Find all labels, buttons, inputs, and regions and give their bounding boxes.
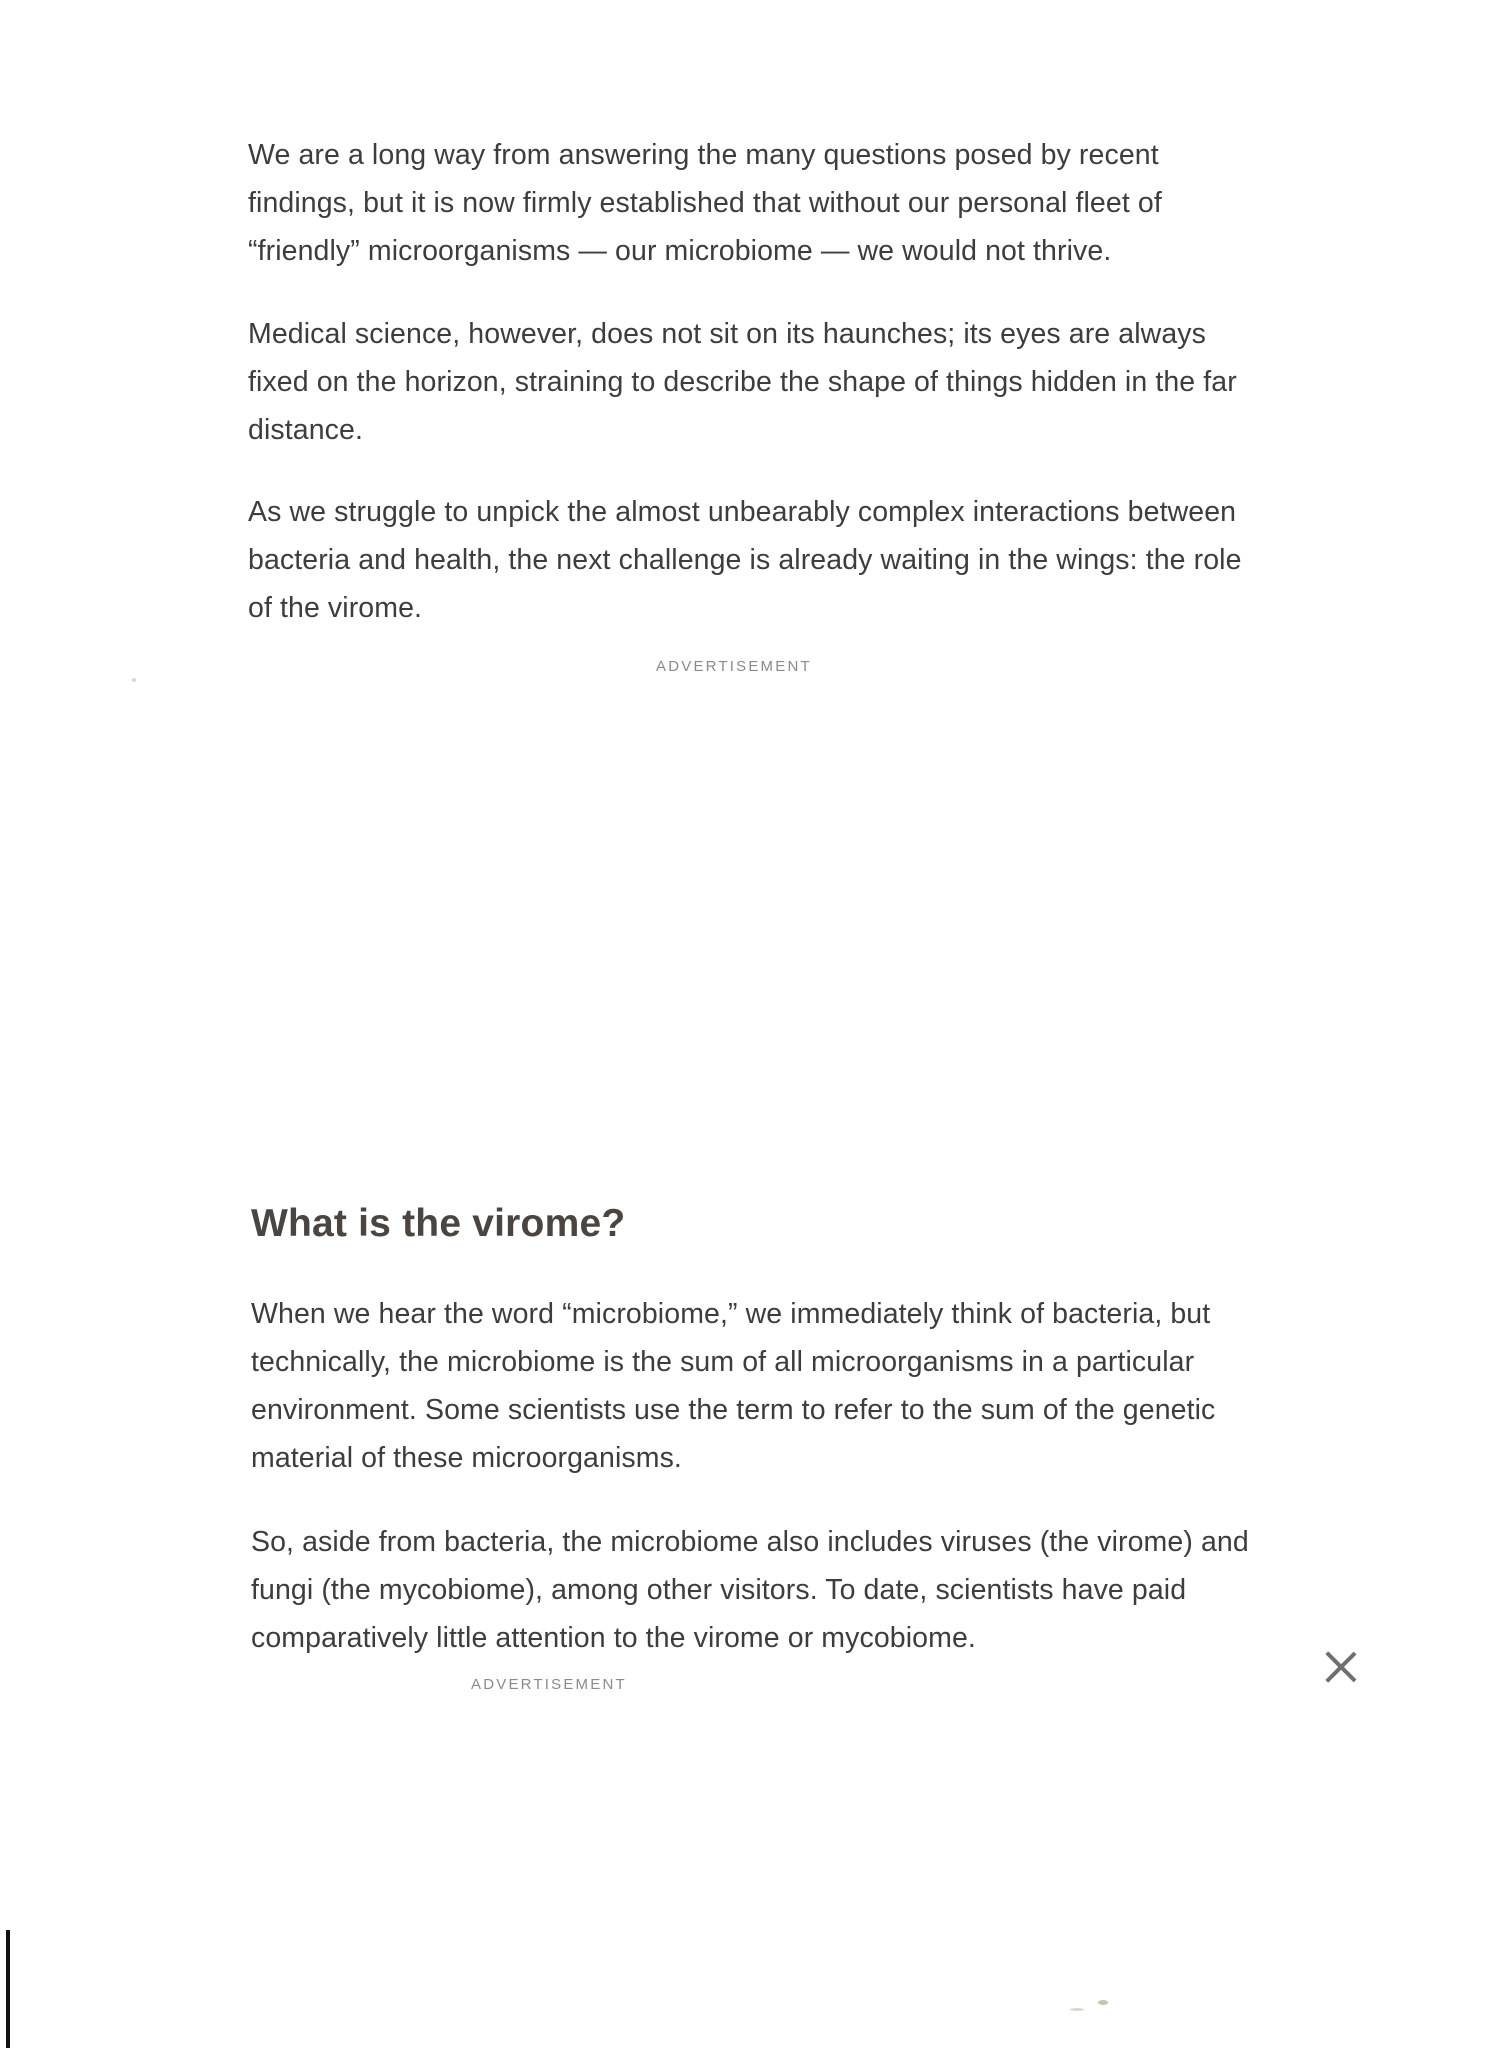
intro-paragraph-3-block	[248, 488, 1258, 632]
advertisement-slot[interactable]	[248, 690, 1248, 1160]
close-icon[interactable]	[1324, 1650, 1358, 1684]
article-paragraph: As we struggle to unpick the almost unbearably complex interactions between bacteria and health, the next challenge is already waiting in the wings: the role of the virome.	[248, 496, 1242, 624]
advertisement-label: ADVERTISEMENT	[656, 658, 812, 675]
article-paragraph: We are a long way from answering the many questions posed by recent findings, but it is now firmly established that without our personal fleet of “friendly” microorganisms — our microbiome — we would not thrive.	[248, 139, 1162, 267]
scan-speck	[132, 678, 136, 682]
section-paragraph-2-block	[251, 1518, 1261, 1662]
section-paragraph-1-block	[251, 1290, 1261, 1482]
scan-edge-mark	[6, 1930, 10, 2048]
article-paragraph: When we hear the word “microbiome,” we immediately think of bacteria, but technically, the microbiome is the sum of all microorganisms in a particular environment. Some scientists use the term to refer to the sum of the genetic material of these microorganisms.	[251, 1298, 1216, 1474]
scan-speck	[1070, 2008, 1084, 2011]
scan-speck	[1098, 2000, 1108, 2005]
article-paragraph: So, aside from bacteria, the microbiome also includes viruses (the virome) and fungi (the mycobiome), among other visitors. To date, scientists have paid comparatively little attention to the virome or mycobiome.	[251, 1526, 1249, 1654]
section-heading: What is the virome?	[251, 1202, 626, 1245]
advertisement-label: ADVERTISEMENT	[471, 1676, 627, 1693]
intro-paragraph-1-block	[248, 131, 1258, 275]
article-paragraph: Medical science, however, does not sit on its haunches; its eyes are always fixed on the horizon, straining to describe the shape of things hidden in the far distance.	[248, 318, 1237, 446]
advertisement-slot[interactable]	[248, 1705, 1248, 2005]
intro-paragraph-2-block	[248, 310, 1258, 454]
